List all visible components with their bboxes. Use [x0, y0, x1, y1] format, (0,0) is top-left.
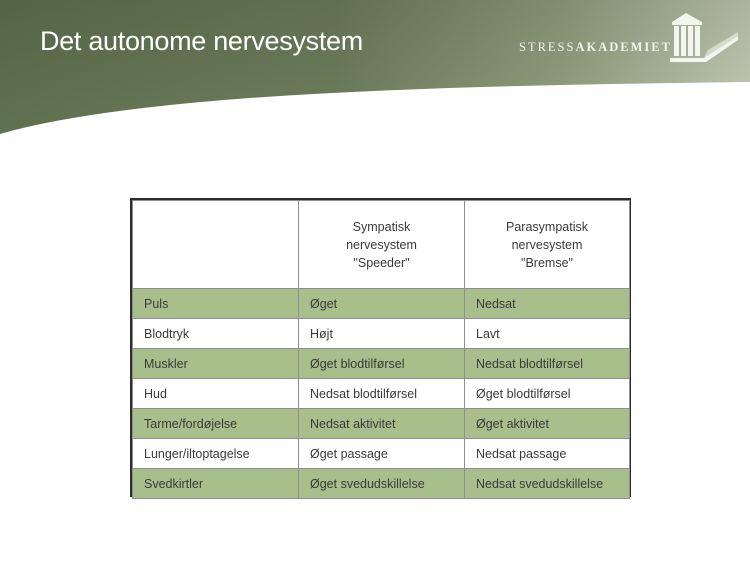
brand-name: [519, 40, 672, 55]
sympatisk-cell: Øget: [299, 289, 465, 319]
table-header-row: [133, 201, 630, 289]
row-label: Blodtryk: [133, 319, 299, 349]
row-label: Puls: [133, 289, 299, 319]
pillared-building-icon: [668, 10, 740, 62]
sympatisk-cell: Højt: [299, 319, 465, 349]
brand-name-part1: STRESS: [519, 40, 576, 54]
header-cell-sympatisk: [299, 201, 465, 289]
comparison-table: [130, 198, 631, 497]
row-label: Svedkirtler: [133, 469, 299, 499]
header-line: Parasympatisk: [506, 219, 588, 234]
parasympatisk-cell: Nedsat svedudskillelse: [465, 469, 630, 499]
table-row: [133, 379, 630, 409]
parasympatisk-cell: Nedsat blodtilførsel: [465, 349, 630, 379]
parasympatisk-cell: Nedsat: [465, 289, 630, 319]
row-label: Hud: [133, 379, 299, 409]
parasympatisk-cell: Nedsat passage: [465, 439, 630, 469]
table-row: [133, 289, 630, 319]
table-row: [133, 349, 630, 379]
table-row: [133, 439, 630, 469]
table-row: [133, 409, 630, 439]
row-label: Lunger/iltoptagelse: [133, 439, 299, 469]
sympatisk-cell: Øget blodtilførsel: [299, 349, 465, 379]
row-label: Tarme/fordøjelse: [133, 409, 299, 439]
parasympatisk-cell: Øget aktivitet: [465, 409, 630, 439]
sympatisk-cell: Nedsat aktivitet: [299, 409, 465, 439]
table-row: [133, 319, 630, 349]
sympatisk-cell: Nedsat blodtilførsel: [299, 379, 465, 409]
header-cell-parasympatisk: [465, 201, 630, 289]
header-line: "Speeder": [353, 255, 410, 270]
header-line: "Bremse": [521, 255, 573, 270]
header-banner: [0, 0, 750, 140]
nervous-system-table: [132, 200, 630, 499]
parasympatisk-cell: Lavt: [465, 319, 630, 349]
header-line: Sympatisk: [352, 219, 411, 234]
parasympatisk-cell: Øget blodtilførsel: [465, 379, 630, 409]
header-line: nervesystem: [511, 237, 583, 252]
table-row: [133, 469, 630, 499]
page-title: Det autonome nervesystem: [40, 26, 363, 56]
sympatisk-cell: Øget passage: [299, 439, 465, 469]
header-line: nervesystem: [346, 237, 417, 252]
row-label: Muskler: [133, 349, 299, 379]
header-cell-empty: [133, 201, 299, 289]
sympatisk-cell: Øget svedudskillelse: [299, 469, 465, 499]
brand-name-part2: AKADEMIET: [575, 40, 672, 54]
